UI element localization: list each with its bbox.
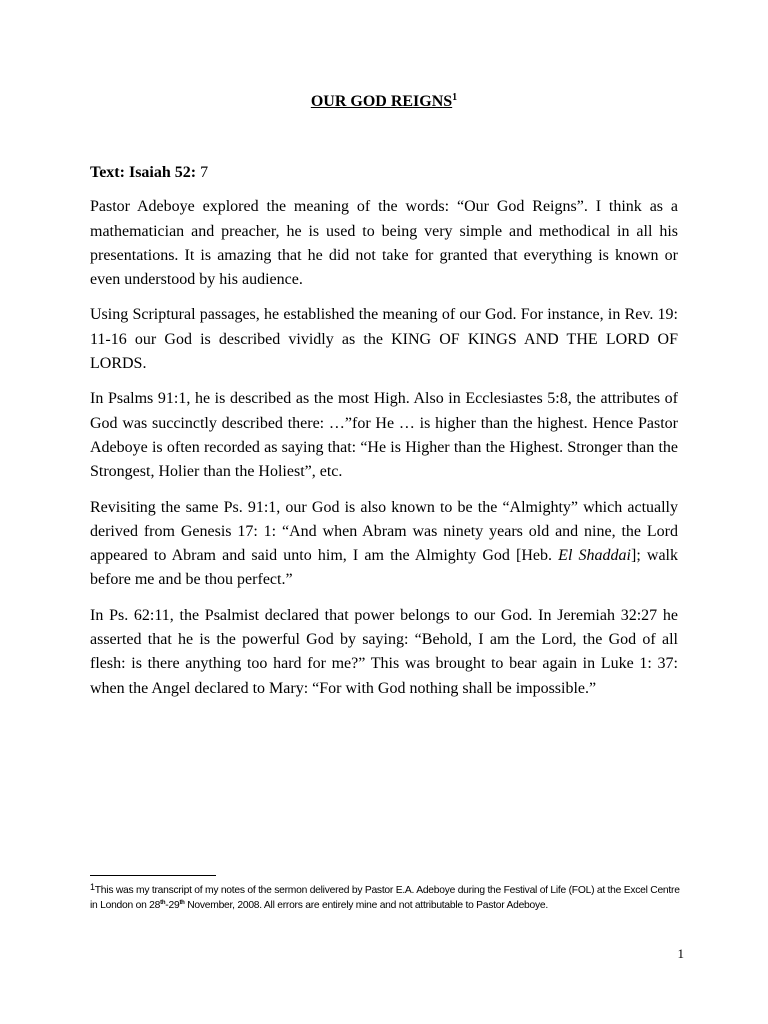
- paragraph-4-text-b: ]; walk before me and be thou perfect.”: [90, 547, 678, 589]
- footnote-text-a: This was my transcript of my notes of the sermon delivered by Pastor E.A. Adeboye during the Festival of Life (FOL) at the Excel Centre in London on 28: [90, 885, 680, 911]
- paragraph-1: Pastor Adeboye explored the meaning of the words: “Our God Reigns”. I think as a mathematician and preacher, he is used to being very simple and methodical in all his presentations. It is amazing that he did not take for granted that everything is known or even understood by his audience.: [90, 198, 678, 289]
- paragraph-4-italic: El Shaddai: [558, 547, 631, 565]
- paragraph-2: Using Scriptural passages, he established the meaning of our God. For instance, in Rev. 19: 11-16 our God is described vividly as the KING OF KINGS AND THE LORD OF LORDS.: [90, 306, 678, 373]
- footnote-separator: [90, 875, 216, 876]
- scripture-reference-value: 7: [200, 164, 209, 181]
- paragraph-3: In Psalms 91:1, he is described as the most High. Also in Ecclesiastes 5:8, the attributes of God was succinctly described there: …”for He … is higher than the highest. Hence Pastor Adeboye is often recorded as saying that: “He is Higher than the Highest. Stronger than the Strongest, Holier than the Holiest”, etc.: [90, 390, 678, 481]
- footnote: [90, 884, 682, 913]
- document-body: [90, 161, 678, 712]
- footnote-ordinal-b: th: [179, 899, 185, 906]
- footnote-ordinal-a: th: [160, 899, 166, 906]
- footnote-number: 1: [90, 882, 95, 892]
- footnote-dash: -29: [165, 899, 180, 911]
- page-number: 1: [677, 946, 684, 961]
- paragraph-5: In Ps. 62:11, the Psalmist declared that power belongs to our God. In Jeremiah 32:27 he asserted that he is the powerful God by saying: “Behold, I am the Lord, the God of all flesh: is there anything too hard for me?” This was brought to bear again in Luke 1: 37: when the Angel declared to Mary: “For with God nothing shall be impossible.”: [90, 606, 678, 697]
- title-text: OUR GOD REIGNS: [310, 93, 453, 110]
- paragraph-4-text-a: Revisiting the same Ps. 91:1, our God is also known to be the “Almighty” which actually derived from Genesis 17: 1: “And when Abram was ninety years old and nine, the Lord appeared to Abram and said unto him, I am the Almighty God [Heb.: [90, 498, 678, 565]
- title-footnote-marker: 1: [452, 92, 458, 103]
- scripture-reference: [90, 161, 678, 185]
- scripture-reference-label: Text: Isaiah 52:: [90, 164, 197, 181]
- paragraph-4: [90, 496, 678, 593]
- footnote-text-b: November, 2008. All errors are entirely mine and not attributable to Pastor Adeboye.: [184, 899, 548, 911]
- page-title: [0, 90, 768, 114]
